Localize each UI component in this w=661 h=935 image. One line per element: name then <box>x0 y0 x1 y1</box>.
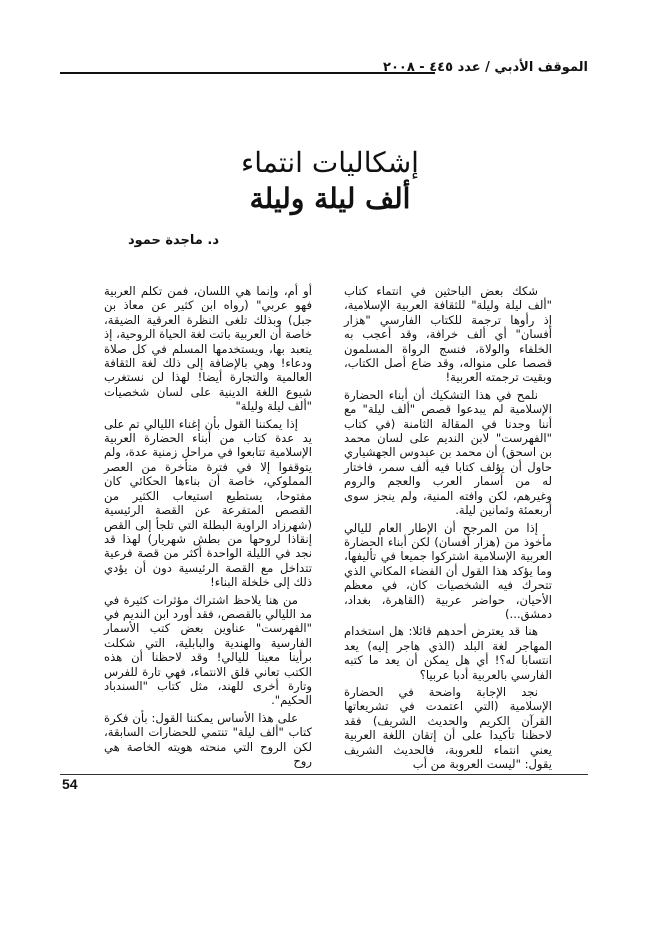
paragraph: إذا يمكننا القول بأن إغناء الليالي تم على يد عدة كتاب من أبناء الحضارة العربية الإسلامية تتابعوا في مراحل زمنية عدة، ولم يتوقفوا إلا في فترة متأخرة من العصر المملوكي، خاصة أن بناءها الحكائي كان مفتوحا، يستطيع استيعاب الكثير من القصص المتفرعة عن القصة الرئيسية (شهرزاد الراوية البطلة التي تلجأ إلى القص إنقاذا لروحها من بطش شهريار) لهذا قد نجد في الليلة الواحدة أكثر من قصة فرعية تتداخل مع القصة الرئيسية دون أن يؤدي ذلك إلى خلخلة البناء! <box>104 416 312 590</box>
footer-rule <box>60 774 588 775</box>
article-title-line2: ألف ليلة وليلة <box>249 182 411 215</box>
left-column <box>104 284 312 771</box>
paragraph: أو أم، وإنما هي اللسان، فمن تكلم العربية فهو عربي" (رواه ابن كثير عن معاذ بن جبل) وبذلك تلغى النظرة العرقية الضيقة، خاصة أن العربية باتت لغة الحياة الروحية، إذ يتعبد بها، ويستخدمها المسلم في كل صلاة ودعاء! وهي بالإضافة إلى ذلك لغة الثقافة العالمية والتجارة أيضا! لهذا لن نستغرب شيوع اللغة الدينية على لسان شخصيات "ألف ليلة وليلة" <box>104 284 312 414</box>
page-number: 54 <box>62 776 78 792</box>
paragraph: من هنا يلاحظ اشتراك مؤثرات كثيرة في مد الليالي بالقصص، فقد أورد ابن النديم في "الفهرست" عناوين بعض كتب الأسمار الفارسية والهندية والبابلية، التي شكلت برأينا معينا لليالي! وقد لاحظنا أن هذه الكتب تعاني قلق الانتماء، فهي تارة للفرس وتارة أخرى للهند، مثل كتاب "السندباد الحكيم". <box>104 592 312 708</box>
article-title <box>180 145 480 217</box>
article-title-line1: إشكاليات انتماء <box>241 146 419 179</box>
paragraph: نلمح في هذا التشكيك أن أبناء الحضارة الإسلامية لم يبدعوا قصص "ألف ليلة" مع أننا وجدنا في المقالة الثامنة (في كتاب "الفهرست" لابن النديم على لسان محمد بن اسحق) أن محمد بن عبدوس الجهشياري حاول أن يؤلف كتابا فيه ألف سمر، فاختار له من أسمار العرب والعجم والروم وغيرهم، لكن وافته المنية، ولم ينجز سوى أربعمئة وثمانين ليلة. <box>344 387 552 518</box>
running-title: الموقف الأدبي / عدد ٤٤٥ - ٢٠٠٨ <box>383 60 588 75</box>
paragraph: نجد الإجابة واضحة في الحضارة الإسلامية (التي اعتمدت في تشريعاتها القرآن الكريم والحديث الشريف) فقد لاحظنا تأكيدا على أن إتقان اللغة العربية يعني انتماء للعروبة، فالحديث الشريف يقول: "ليست العروبة من أب <box>344 684 552 771</box>
paragraph: على هذا الأساس يمكننا القول: بأن فكرة كتاب "ألف ليلة" تنتمي للحضارات السابقة، لكن الروح التي منحته هويته الخاصة هي روح <box>104 710 312 768</box>
paragraph: شكك بعض الباحثين في انتماء كتاب "ألف ليلة وليلة" للثقافة العربية الإسلامية، إذ رأوها ترجمة للكتاب الفارسي "هزار أفسان" أي ألف خرافة، وقد أعجب به الخلفاء والولاة، فنسج الرواة المسلمون قصصا على منواله، وقد ضاع أصل الكتاب، وبقيت ترجمته العربية! <box>344 284 552 385</box>
right-column <box>344 284 552 774</box>
paragraph: إذا من المرجح أن الإطار العام لليالي مأخوذ من (هزار أفسان) لكن أبناء الحضارة العربية الإسلامية اشتركوا جميعا في تأليفها، وما يؤكد هذا القول أن الفضاء المكاني الذي تتحرك فيه الشخصيات كان، في معظم الأحيان، حواضر عربية (القاهرة، بغداد، دمشق...) <box>344 520 552 621</box>
running-header <box>60 58 588 84</box>
header-rule <box>60 72 435 74</box>
author-name: د. ماجدة حمود <box>127 233 219 248</box>
paragraph: هنا قد يعترض أحدهم قائلا: هل استخدام المهاجر لغة البلد (الذي هاجر إليه) يعد انتسابا له؟! أي هل يمكن أن يعد ما كتبه الفارسي بالعربية أدبا عربيا؟ <box>344 624 552 682</box>
